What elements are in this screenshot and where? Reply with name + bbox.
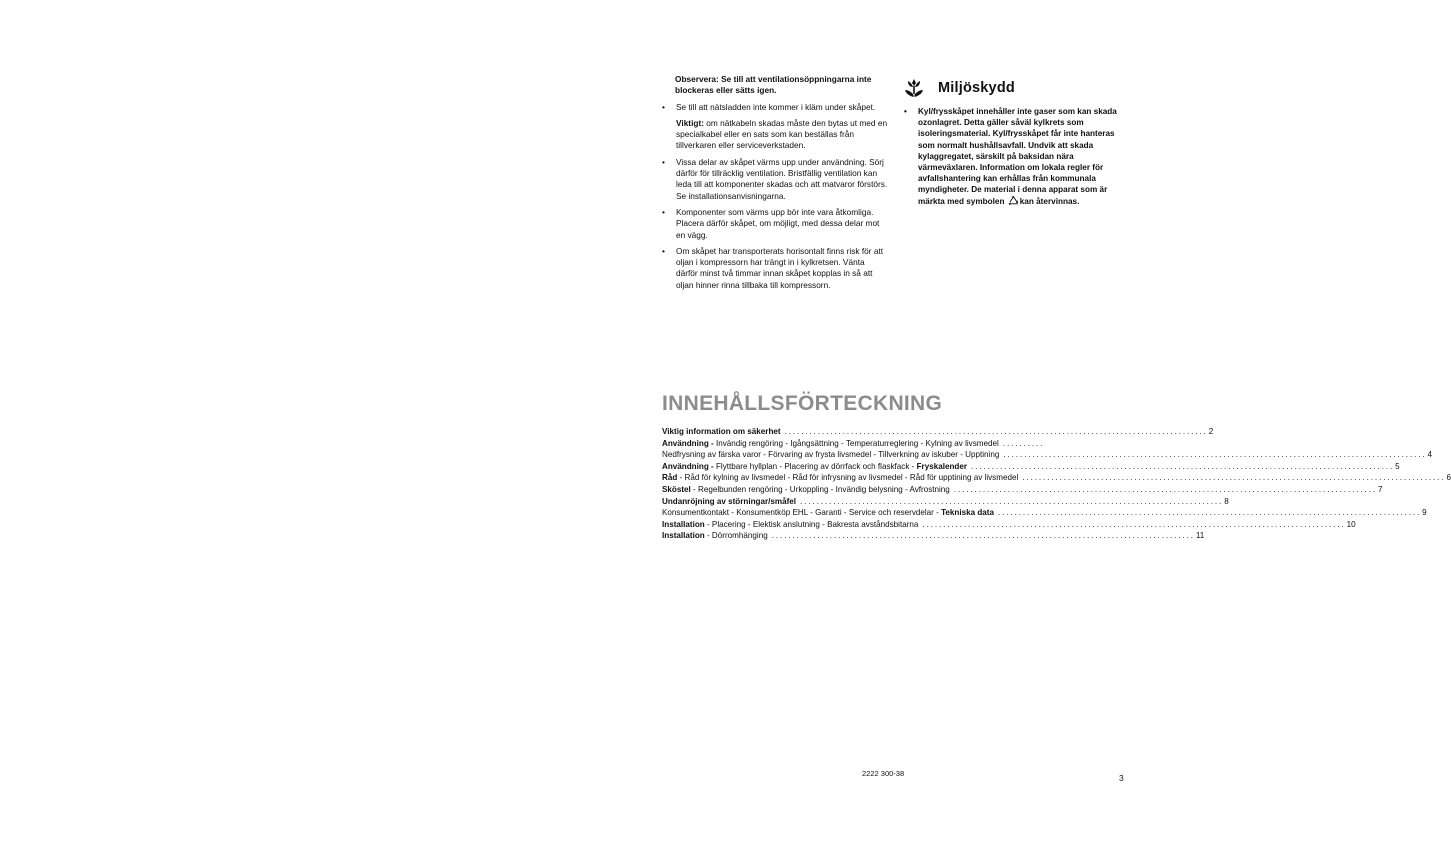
toc-entry-bold: Installation — [662, 519, 705, 529]
safety-bullet-list — [662, 102, 888, 291]
toc-leader: ...................................................................................................... — [1003, 450, 1427, 460]
toc-page-number: 4 — [1427, 450, 1433, 460]
environment-section — [904, 76, 1128, 207]
document-code: 2222 300-38 — [862, 769, 905, 778]
toc-entry-bold: Användning - — [662, 438, 714, 448]
toc-page-number: 10 — [1346, 519, 1356, 529]
table-of-contents — [662, 426, 1451, 542]
toc-row — [662, 426, 1214, 438]
environment-header — [904, 76, 1128, 100]
toc-leader: ...................................................................................................... — [998, 508, 1422, 518]
toc-entry-bold-suffix: Fryskalender — [916, 461, 967, 471]
toc-entry-text: - Råd för kylning av livsmedel - Råd för infrysning av livsmedel - Råd för upptining av livsmedel — [677, 473, 1019, 483]
toc-entry-bold: Råd — [662, 473, 678, 483]
toc-page-number: 6 — [1446, 473, 1451, 483]
toc-page-number: 8 — [1224, 496, 1229, 506]
toc-row — [662, 449, 1433, 461]
toc-entry-text: Invändig rengöring - Igångsättning - Temperaturreglering - Kylning av livsmedel — [713, 438, 999, 448]
environment-flower-icon — [904, 78, 924, 98]
toc-leader: ...................................................................................................... — [800, 496, 1224, 506]
toc-leader: ...................................................................................................... — [1022, 473, 1446, 483]
toc-entry-text: - Dörromhänging — [704, 531, 768, 541]
toc-entry-bold: Användning - — [662, 461, 714, 471]
bullet-text: • Vissa delar av skåpet värms upp under användning. Sörj därför för tillräcklig ventilation. Bristfällig ventilation kan leda till att komponenter skadas och att matvaror förstörs. Se installationsanvisningarna. — [676, 156, 888, 201]
important-note — [676, 118, 888, 152]
toc-title: INNEHÅLLSFÖRTECKNING — [662, 392, 943, 415]
toc-row — [662, 438, 1114, 450]
bullet-text: • Se till att nätsladden inte kommer i kläm under skåpet. — [676, 101, 876, 112]
environment-list — [904, 106, 1128, 207]
page-number: 3 — [1119, 773, 1124, 783]
toc-leader: ...................................................................................................... — [784, 427, 1208, 436]
toc-entry-text: - Placering - Elektisk anslutning - Bakresta avståndsbitarna — [704, 519, 919, 529]
toc-entry-text: - Regelbunden rengöring - Urkoppling - Invändig belysning - Avfrostning — [690, 484, 950, 494]
list-item — [662, 102, 888, 152]
toc-leader: ...................................................................................................... — [922, 519, 1346, 529]
toc-row — [662, 507, 1427, 519]
toc-row — [662, 484, 1383, 496]
important-text: om nätkabeln skadas måste den bytas ut med en specialkabel eller en sats som kan beställas från tillverkaren eller serviceverkstaden. — [676, 117, 888, 151]
toc-row — [662, 519, 1356, 531]
toc-page-number: 2 — [1208, 427, 1214, 436]
bullet-text: • Komponenter som värms upp bör inte vara åtkomliga. Placera därför skåpet, om möjligt, med dessa delar mot en vägg. — [676, 206, 880, 240]
toc-page-number: 7 — [1377, 484, 1383, 494]
toc-entry-text: Konsumentkontakt - Konsumentköp EHL - Garanti - Service och reservdelar - — [662, 508, 942, 518]
toc-entry-bold: Undanröjning av störningar/småfel — [662, 496, 797, 506]
environment-text-end: kan återvinnas. — [1019, 196, 1080, 206]
environment-title: Miljöskydd — [938, 80, 1015, 96]
bullet-text: • Om skåpet har transporterats horisontalt finns risk för att oljan i kompressorn har trängt in i kylkretsen. Vänta därför minst två timmar innan skåpet kopplas in så att oljan hinner rinna tillbaka till kompressorn. — [676, 245, 884, 290]
toc-entry-bold: Sköstel — [662, 484, 691, 494]
toc-entry-text: Flyttbare hyllplan - Placering av dörrfack och flaskfack - — [713, 461, 917, 471]
toc-leader: ...................................................................................................... — [771, 531, 1195, 541]
toc-row — [662, 461, 1400, 473]
important-label: Viktigt: — [676, 117, 704, 128]
toc-entry-text: Nedfrysning av färska varor - Förvaring av frysta livsmedel - Tillverkning av iskuber - Upptining — [662, 450, 1000, 460]
toc-leader: .......... — [1002, 438, 1045, 448]
ventilation-warning: Observera: Se till att ventilationsöppningarna inte blockeras eller sätts igen. — [675, 74, 872, 96]
toc-page-number: 11 — [1195, 531, 1205, 541]
safety-column — [662, 74, 888, 296]
toc-leader: ...................................................................................................... — [953, 484, 1377, 494]
list-item — [662, 246, 888, 291]
toc-leader: ...................................................................................................... — [970, 461, 1395, 471]
list-item — [904, 106, 1128, 207]
environment-text: Kyl/frysskåpet innehåller inte gaser som kan skada ozonlagret. Detta gäller såväl kylkrets som isoleringsmaterial. Kyl/frysskåpet får inte hanteras som normalt hushållsavfall. Undvik att skada kylaggregatet, särskilt på baksidan nära värmeväxlaren. Information om lokala regler för avfallshantering kan erhållas från kommunala myndigheter. De material i denna apparat som är märkta med symbolen — [918, 107, 1117, 206]
toc-row — [662, 472, 1451, 484]
list-item — [662, 157, 888, 202]
toc-page-number: 9 — [1422, 508, 1427, 518]
recycle-icon — [1008, 196, 1019, 205]
toc-row — [662, 496, 1229, 508]
toc-entry-bold: Viktig information om säkerhet — [662, 427, 781, 436]
toc-entry-bold-suffix: Tekniska data — [941, 508, 994, 518]
list-item — [662, 207, 888, 241]
toc-entry-bold: Installation — [662, 531, 705, 541]
toc-page-number: 5 — [1395, 461, 1400, 471]
toc-row — [662, 530, 1205, 542]
